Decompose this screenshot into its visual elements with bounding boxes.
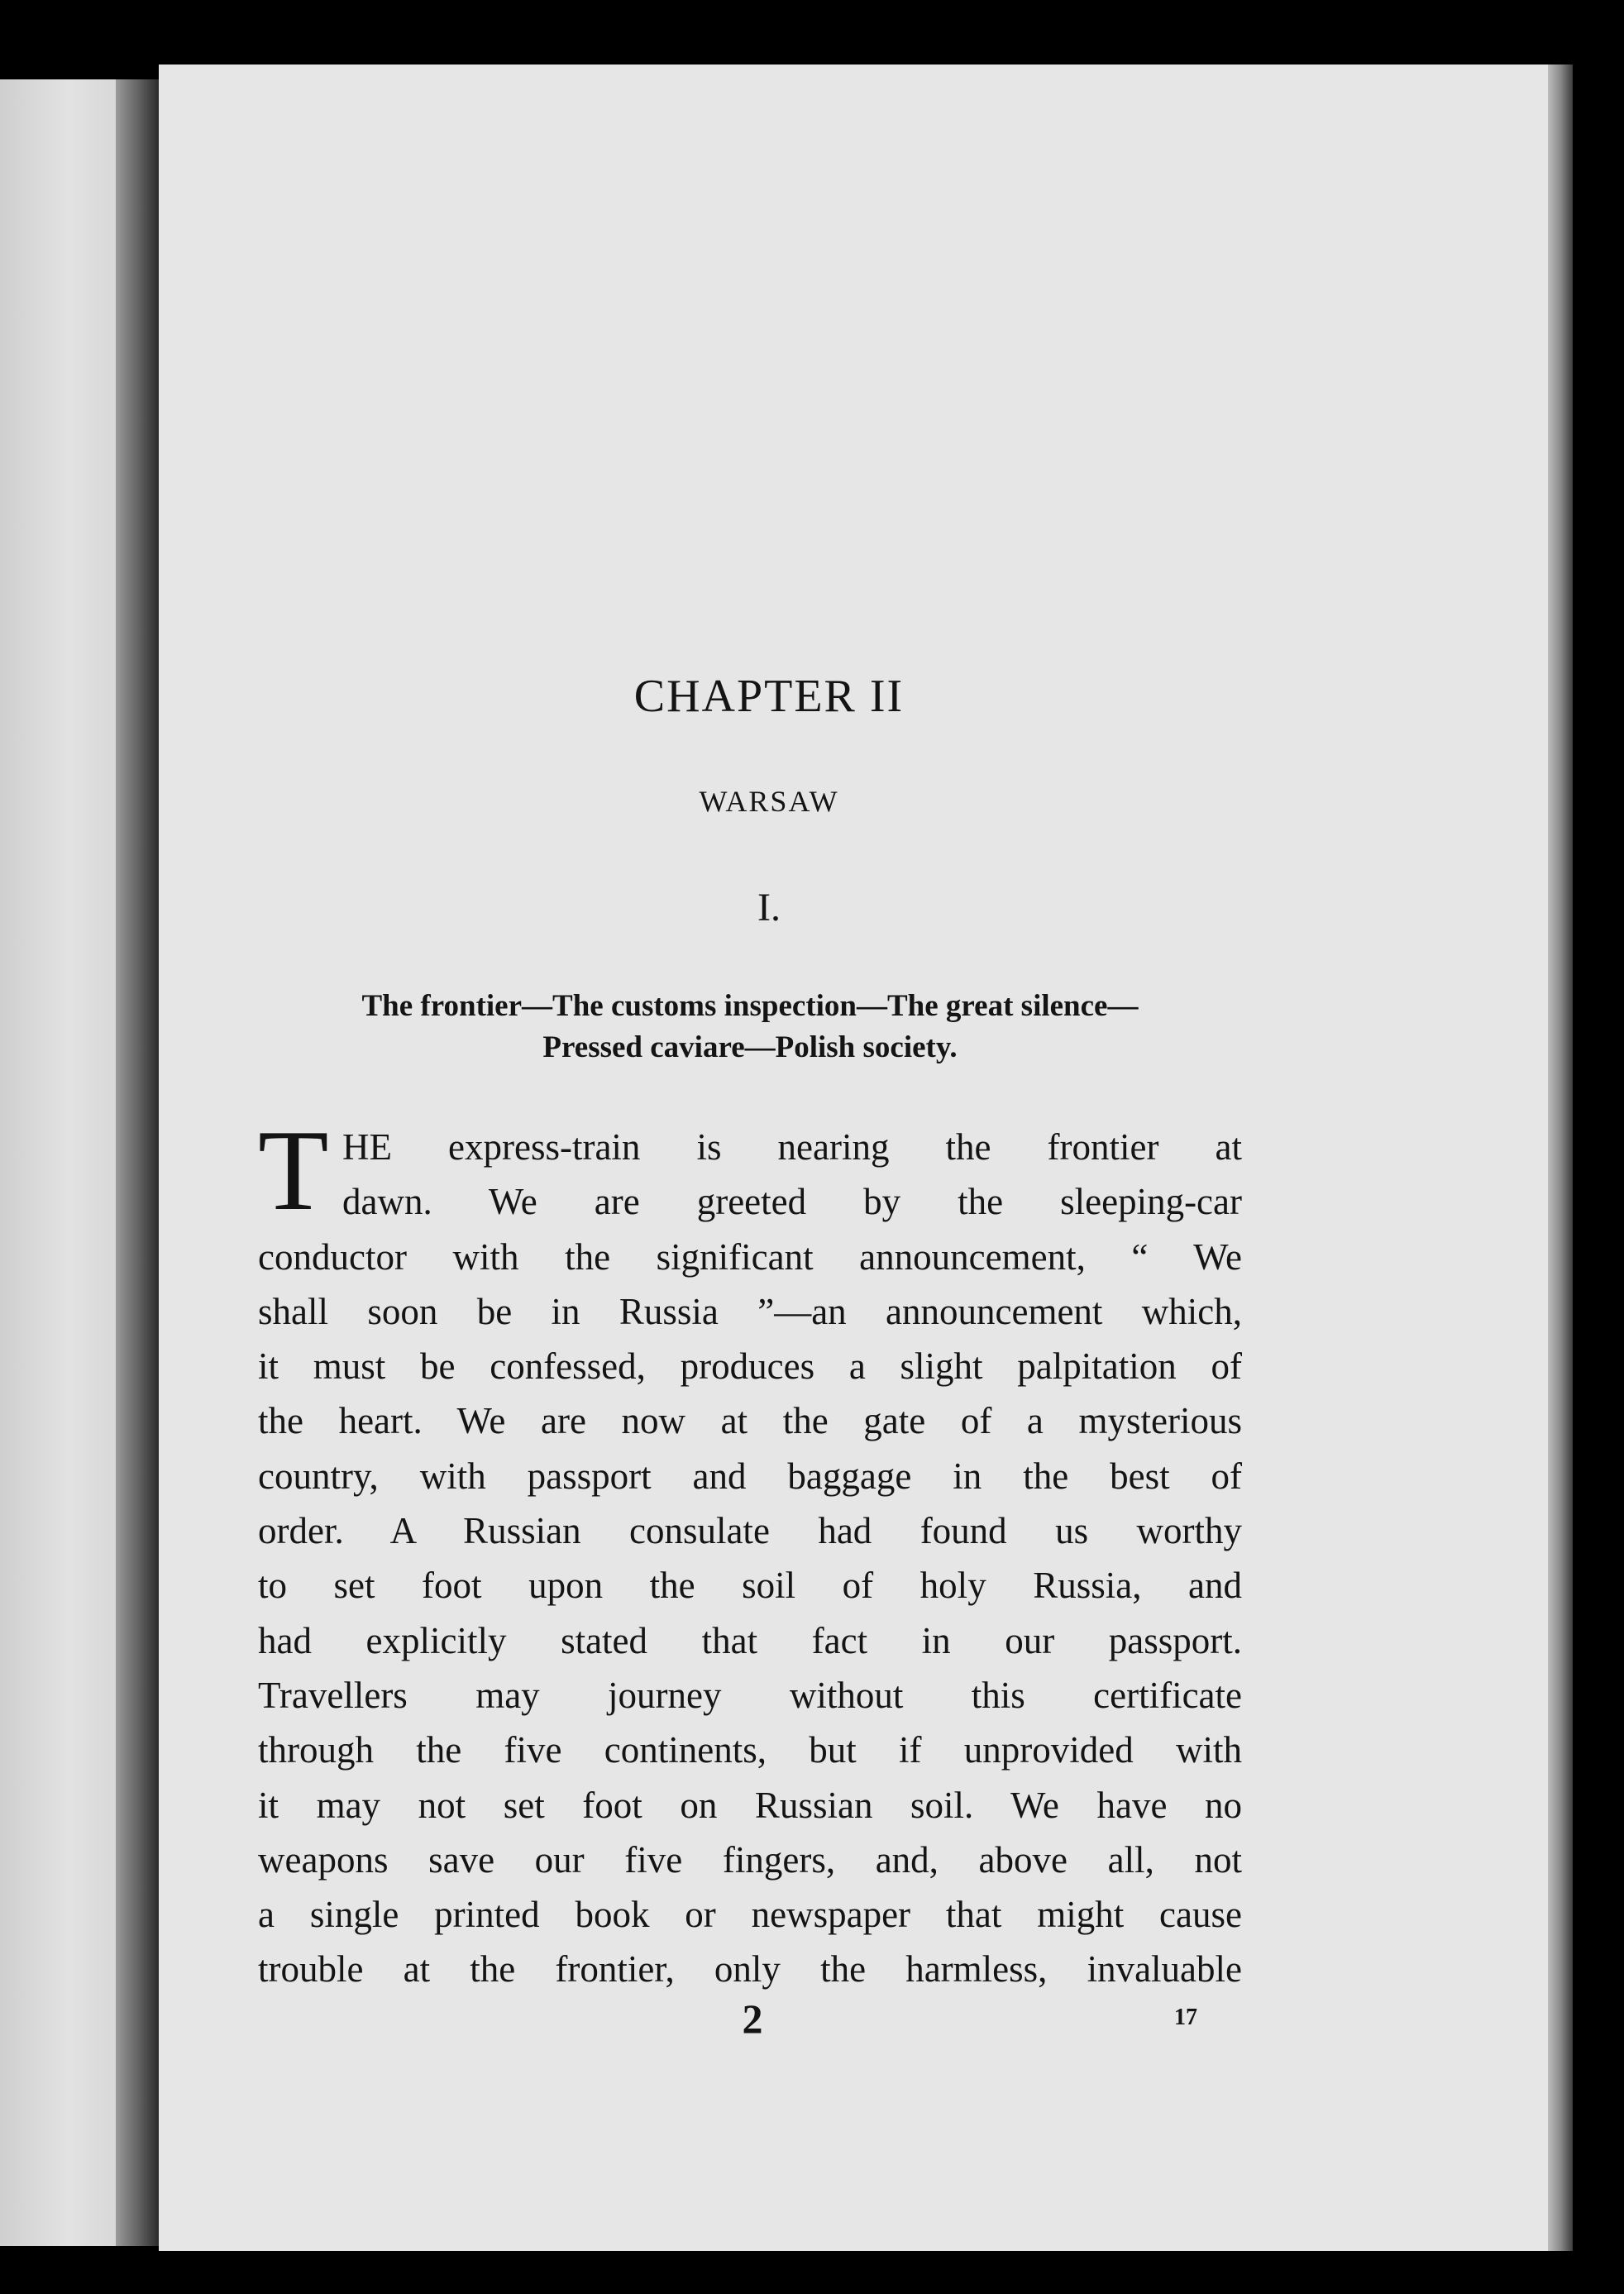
body-line: HE express-train is nearing the frontier at	[342, 1126, 1242, 1168]
body-line: a single printed book or newspaper that might cause	[258, 1894, 1242, 1936]
summary-line: Pressed caviare—Polish society.	[542, 1030, 958, 1064]
body-line: dawn. We are greeted by the sleeping-car	[342, 1181, 1242, 1223]
body-line: had explicitly stated that fact in our passport.	[258, 1619, 1242, 1661]
body-line: shall soon be in Russia ”—an announcement which,	[258, 1290, 1242, 1332]
section-title: WARSAW	[699, 785, 839, 818]
body-line: trouble at the frontier, only the harmless, invaluable	[258, 1948, 1242, 1991]
body-line: to set foot upon the soil of holy Russia, and	[258, 1565, 1242, 1607]
page-number: 17	[1174, 2005, 1197, 2030]
body-line: the heart. We are now at the gate of a mysterious	[258, 1400, 1242, 1442]
body-line: it may not set foot on Russian soil. We have no	[258, 1784, 1242, 1826]
chapter-summary	[258, 986, 1242, 1068]
signature-mark: 2	[742, 1995, 763, 2042]
left-page-edge	[0, 79, 116, 2246]
body-line: Travellers may journey without this certificate	[258, 1674, 1242, 1716]
body-text	[258, 1120, 1242, 1997]
body-line: order. A Russian consulate had found us worthy	[258, 1510, 1242, 1552]
chapter-title: CHAPTER II	[633, 671, 905, 722]
body-line: it must be confessed, produces a slight palpitation of	[258, 1345, 1242, 1388]
drop-cap: T	[258, 1106, 329, 1235]
body-line: conductor with the significant announcement, “ We	[258, 1235, 1242, 1278]
page-edge-shadow	[1548, 65, 1573, 2251]
summary-line: The frontier—The customs inspection—The great silence—	[361, 989, 1139, 1023]
body-line: weapons save our five fingers, and, above all, not	[258, 1838, 1242, 1881]
section-number: I.	[757, 886, 781, 930]
body-line: through the five continents, but if unprovided with	[258, 1729, 1242, 1771]
body-line: country, with passport and baggage in the best of	[258, 1455, 1242, 1497]
book-gutter	[116, 79, 159, 2246]
